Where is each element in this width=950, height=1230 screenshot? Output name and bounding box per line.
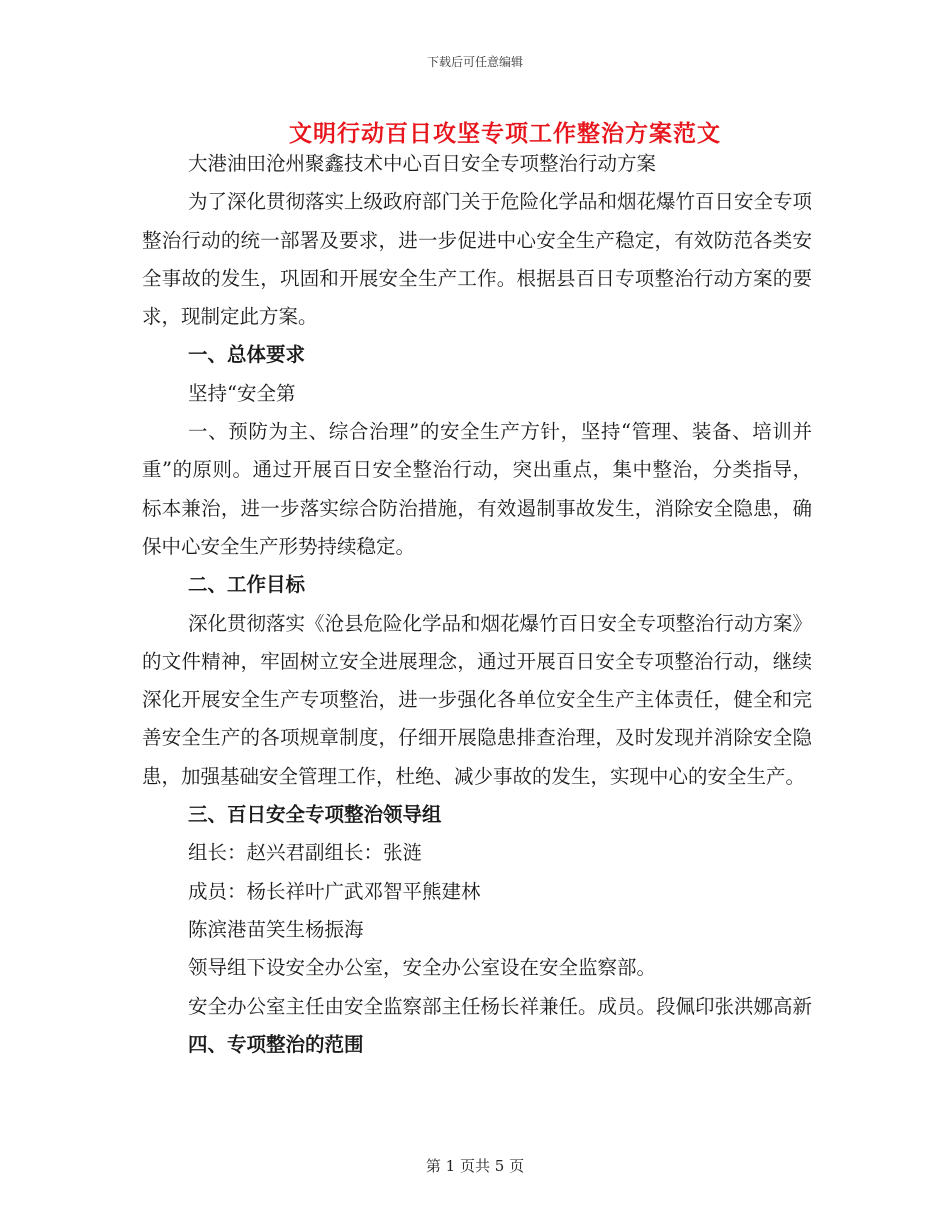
section-heading-4: 四、专项整治的范围 — [188, 1032, 364, 1056]
paragraph-principle-start: 坚持“安全第 — [188, 381, 296, 405]
section-heading-1: 一、总体要求 — [188, 343, 306, 367]
page-number: 第 1 页共 5 页 — [425, 1157, 525, 1175]
paragraph-office: 领导组下设安全办公室，安全办公室设在安全监察部。 — [188, 956, 657, 980]
paragraph-office-director: 安全办公室主任由安全监察部主任杨长祥兼任。成员。段佩印张洪娜高新 — [188, 994, 813, 1018]
paragraph-members-cont: 陈滨港苗笑生杨振海 — [188, 917, 364, 941]
document-title: 文明行动百日攻坚专项工作整治方案范文 — [289, 120, 721, 147]
section-heading-2: 二、工作目标 — [188, 573, 306, 597]
page-header-note: 下载后可任意编辑 — [426, 55, 523, 69]
paragraph-subtitle: 大港油田沧州聚鑫技术中心百日安全专项整治行动方案 — [188, 152, 657, 175]
section-heading-3: 三、百日安全专项整治领导组 — [188, 803, 442, 827]
paragraph-leaders: 组长：赵兴君副组长：张涟 — [188, 841, 423, 865]
paragraph-intro: 为了深化贯彻落实上级政府部门关于危险化学品和烟花爆竹百日安全专项整治行动的统一部署及要求，进一步促进中心安全生产稳定，有效防范各类安全事故的发生，巩固和开展安全生产工作。根据县百日专项整治行动方案的要求，现制定此方案。 — [142, 190, 813, 329]
document-body — [142, 145, 812, 1064]
paragraph-members: 成员：杨长祥叶广武邓智平熊建林 — [188, 879, 481, 903]
paragraph-principle: 一、预防为主、综合治理”的安全生产方针，坚持“管理、装备、培训并重”的原则。通过开展百日安全整治行动，突出重点，集中整治，分类指导，标本兼治，进一步落实综合防治措施，有效遏制事故发生，消除安全隐患，确保中心安全生产形势持续稳定。 — [142, 420, 812, 558]
paragraph-goals: 深化贯彻落实《沧县危险化学品和烟花爆竹百日安全专项整治行动方案》的文件精神，牢固树立安全进展理念，通过开展百日安全专项整治行动，继续深化开展安全生产专项整治，进一步强化各单位安全生产主体责任，健全和完善安全生产的各项规章制度，仔细开展隐患排查治理，及时发现并消除安全隐患，加强基础安全管理工作，杜绝、减少事故的发生，实现中心的安全生产。 — [142, 611, 813, 788]
